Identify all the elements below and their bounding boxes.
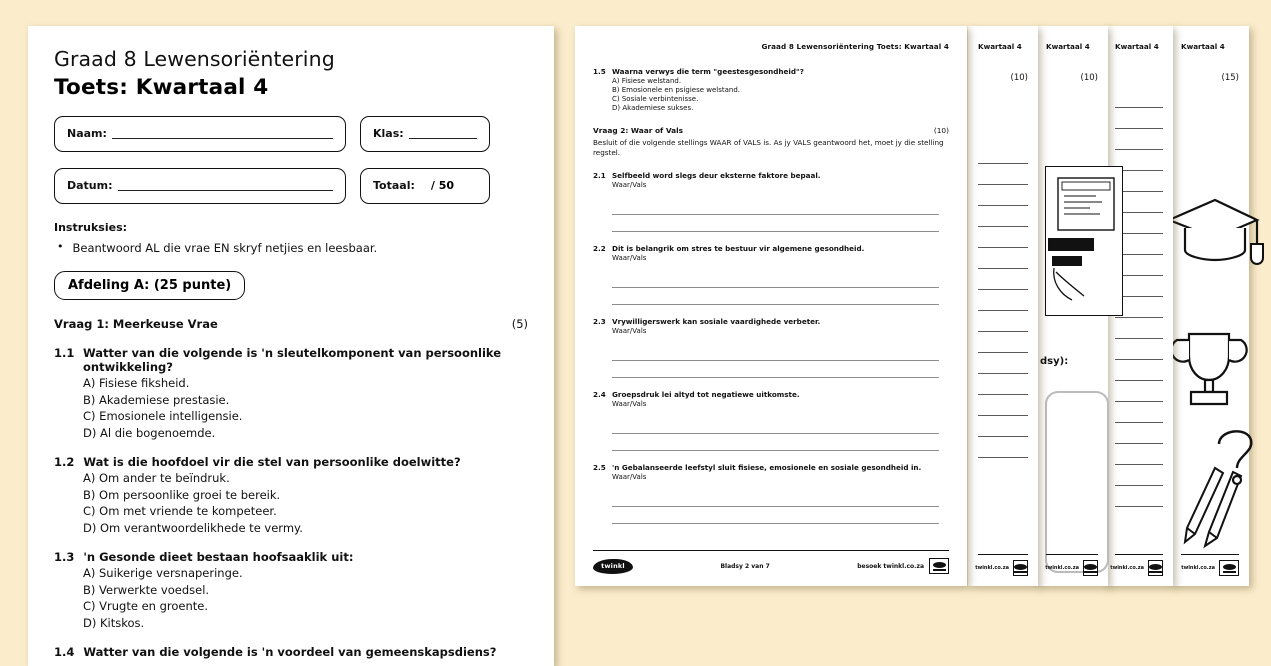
naam-label: Naam:: [67, 127, 107, 141]
question-1-5-option-d: D) Akademiese sukses.: [612, 104, 694, 112]
footer-brand-group: [857, 558, 949, 574]
tf-2-5-answer-label: Waar/Vals: [612, 472, 647, 481]
document-page-1[interactable]: [28, 26, 554, 666]
question-1-2-option-a: A) Om ander te beïndruk.: [83, 471, 230, 486]
twinkl-badge-icon: [1083, 560, 1098, 576]
naam-input-rule[interactable]: [112, 128, 333, 139]
twinkl-badge-icon: [929, 558, 949, 574]
question-1-1: [54, 346, 528, 440]
tf-2-1-text: Selfbeeld word slegs deur eksterne faktore bepaal.: [612, 170, 821, 180]
stacked-page-2-header: Kwartaal 4: [1046, 42, 1090, 51]
question-1-4-number: 1.4: [54, 644, 75, 659]
datum-input-rule[interactable]: [118, 180, 333, 191]
twinkl-logo[interactable]: twinkl: [593, 559, 633, 574]
twinkl-badge-icon: [1013, 560, 1028, 576]
stacked-page-4[interactable]: [1171, 26, 1249, 586]
stacked-page-2-footer: [1046, 554, 1098, 576]
section-vraag-2-intro: Besluit of die volgende stellings WAAR of VALS is. As jy VALS geantwoord het, moet jy die stelling regstel.: [593, 138, 944, 158]
question-1-2-text: Wat is die hoofdoel vir die stel van persoonlike doelwitte?: [83, 454, 461, 469]
question-1-5-option-a: A) Fisiese welstand.: [612, 77, 682, 85]
tf-2-3-answer-label: Waar/Vals: [612, 326, 647, 335]
question-1-1-option-a: A) Fisiese fiksheid.: [83, 376, 190, 391]
question-1-2-option-b: B) Om persoonlike groei te bereik.: [83, 487, 281, 502]
question-1-1-text: Watter van die volgende is 'n sleutelkomponent van persoonlike ontwikkeling?: [83, 345, 502, 374]
tf-item-2-5: [593, 463, 949, 524]
question-1-5-text: Waarna verwys die term "geestesgesondheid"?: [612, 67, 804, 76]
question-1-3-option-d: D) Kitskos.: [83, 615, 145, 630]
stacked-page-1-footer: [975, 554, 1028, 576]
stacked-page-3-footer: [1110, 554, 1163, 576]
question-1-2-option-d: D) Om verantwoordelikhede te vermy.: [83, 520, 303, 535]
totaal-value: / 50: [430, 179, 455, 193]
stacked-page-2-marks: (10): [1080, 73, 1098, 83]
question-1-3-option-b: B) Verwerkte voedsel.: [83, 582, 210, 597]
stacked-page-3-url: twinkl.co.za: [1110, 565, 1144, 571]
tf-2-5-answer-lines[interactable]: [612, 490, 949, 524]
tf-2-5-text: 'n Gebalanseerde leefstyl sluit fisiese, emosionele en sosiale gesondheid in.: [612, 462, 922, 472]
field-row-2: [54, 168, 528, 204]
instructions-heading: Instruksies:: [54, 220, 128, 234]
stacked-page-3-header: Kwartaal 4: [1115, 42, 1159, 51]
stacked-page-1-rules: [978, 143, 1028, 458]
question-1-4-text: Watter van die volgende is 'n voordeel van gemeenskapsdiens?: [83, 644, 497, 659]
question-mark-icon: [1207, 422, 1271, 494]
klas-field[interactable]: [360, 116, 490, 152]
trophy-icon: [1169, 326, 1249, 412]
question-1-5-option-c: C) Sosiale verbintenisse.: [612, 95, 699, 103]
tf-item-2-2: [593, 244, 949, 305]
twinkl-badge-icon: [1148, 560, 1163, 576]
stacked-page-2[interactable]: [1036, 26, 1108, 586]
naam-field[interactable]: [54, 116, 346, 152]
stacked-page-4-footer: [1181, 554, 1239, 576]
stacked-page-4-url: twinkl.co.za: [1181, 565, 1215, 571]
section-vraag-2-marks: (10): [933, 126, 949, 135]
stacked-page-4-header: Kwartaal 4: [1181, 42, 1225, 51]
tf-2-4-answer-label: Waar/Vals: [612, 399, 647, 408]
stacked-page-1[interactable]: [968, 26, 1038, 586]
datum-field[interactable]: [54, 168, 346, 204]
stacked-page-1-url: twinkl.co.za: [975, 565, 1009, 571]
question-1-3-option-a: A) Suikerige versnaperinge.: [83, 566, 243, 581]
stack-fragment-text: dsy):: [1040, 356, 1069, 367]
page-subtitle: Toets: Kwartaal 4: [54, 74, 269, 100]
illustration-frame: [1045, 166, 1123, 316]
tf-2-1-answer-label: Waar/Vals: [612, 180, 647, 189]
question-1-3-number: 1.3: [54, 549, 75, 564]
twinkl-url[interactable]: besoek twinkl.co.za: [857, 562, 924, 570]
document-page-2[interactable]: [575, 26, 967, 586]
datum-label: Datum:: [67, 179, 113, 193]
tf-item-2-1: [593, 171, 949, 232]
question-1-1-option-b: B) Akademiese prestasie.: [83, 392, 230, 407]
totaal-field: [360, 168, 490, 204]
rounded-panel-outline: [1042, 388, 1112, 578]
tf-2-3-number: 2.3: [593, 316, 606, 326]
tf-item-2-3: [593, 317, 949, 378]
pencils-icon: [1175, 446, 1255, 556]
tf-item-2-4: [593, 390, 949, 451]
tf-2-2-number: 2.2: [593, 243, 606, 253]
graduation-cap-icon: [1165, 194, 1261, 264]
question-1-3-option-c: C) Vrugte en groente.: [83, 599, 209, 614]
tf-2-2-answer-lines[interactable]: [612, 271, 949, 305]
tf-2-4-answer-lines[interactable]: [612, 417, 949, 451]
question-1-2-option-c: C) Om met vriende te kompeteer.: [83, 504, 277, 519]
question-1-3: [54, 550, 528, 630]
page-number-label: Bladsy 2 van 7: [720, 562, 770, 570]
page-2-footer: [593, 550, 949, 574]
tf-2-2-answer-label: Waar/Vals: [612, 253, 647, 262]
section-vraag-2-heading: [593, 126, 949, 135]
question-1-4: [54, 645, 528, 659]
twinkl-badge-icon: [1219, 560, 1239, 576]
stacked-page-1-header: Kwartaal 4: [978, 42, 1022, 51]
section-vraag-2-title: Vraag 2: Waar of Vals: [593, 126, 684, 135]
page-title: Graad 8 Lewensoriëntering: [54, 47, 335, 71]
question-1-1-option-c: C) Emosionele intelligensie.: [83, 409, 243, 424]
question-1-3-text: 'n Gesonde dieet bestaan hoofsaaklik uit:: [83, 549, 354, 564]
tf-2-4-number: 2.4: [593, 389, 606, 399]
instruction-item-1-text: Beantwoord AL die vrae EN skryf netjies en leesbaar.: [72, 240, 378, 255]
totaal-label: Totaal:: [373, 179, 415, 193]
tf-2-1-answer-lines[interactable]: [612, 198, 949, 232]
tf-2-1-number: 2.1: [593, 170, 606, 180]
question-1-5: [593, 67, 949, 76]
stacked-page-4-marks: (15): [1221, 73, 1239, 83]
field-row-1: [54, 116, 528, 152]
question-1-5-number: 1.5: [593, 67, 606, 76]
vraag-1-heading: [54, 317, 528, 331]
klas-label: Klas:: [373, 127, 404, 141]
question-1-2: [54, 455, 528, 535]
tf-2-5-number: 2.5: [593, 462, 606, 472]
question-1-1-option-d: D) Al die bogenoemde.: [83, 425, 216, 440]
klas-input-rule[interactable]: [409, 128, 477, 139]
page-2-running-header: Graad 8 Lewensoriëntering Toets: Kwartaal 4: [761, 42, 949, 51]
tf-2-3-answer-lines[interactable]: [612, 344, 949, 378]
vraag-1-title: Vraag 1: Meerkeuse Vrae: [54, 316, 218, 331]
tf-2-4-text: Groepsdruk lei altyd tot negatiewe uitkomste.: [612, 389, 800, 399]
question-1-1-number: 1.1: [54, 345, 75, 360]
stacked-page-1-marks: (10): [1010, 73, 1028, 83]
tf-2-3-text: Vrywilligerswerk kan sosiale vaardighede verbeter.: [612, 316, 821, 326]
question-1-2-number: 1.2: [54, 454, 75, 469]
page-2-content: [593, 67, 949, 524]
instruction-item-1: [54, 241, 528, 255]
tf-2-2-text: Dit is belangrik om stres te bestuur vir algemene gesondheid.: [612, 243, 865, 253]
stacked-page-2-url: twinkl.co.za: [1045, 565, 1079, 571]
section-a-badge: Afdeling A: (25 punte): [54, 271, 245, 300]
bullet-icon: •: [57, 239, 64, 253]
question-1-5-option-b: B) Emosionele en psigiese welstand.: [612, 86, 741, 94]
vraag-1-marks: (5): [511, 316, 528, 331]
